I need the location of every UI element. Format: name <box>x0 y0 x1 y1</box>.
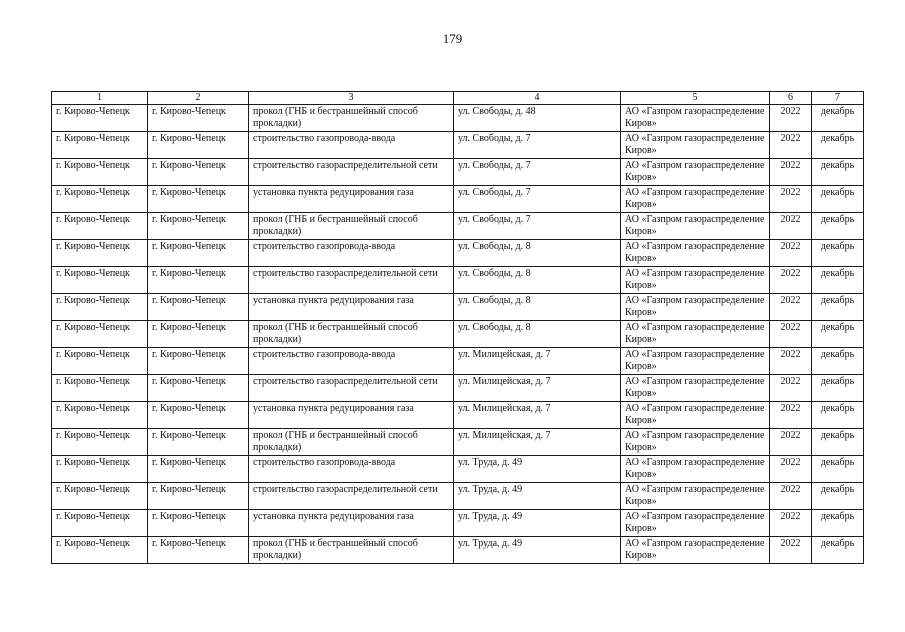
cell-month: декабрь <box>812 402 864 429</box>
cell-month: декабрь <box>812 213 864 240</box>
cell-settlement: г. Кирово-Чепецк <box>148 267 249 294</box>
cell-settlement: г. Кирово-Чепецк <box>148 402 249 429</box>
cell-settlement: г. Кирово-Чепецк <box>148 213 249 240</box>
cell-settlement: г. Кирово-Чепецк <box>148 483 249 510</box>
cell-year: 2022 <box>770 213 812 240</box>
cell-work-type: строительство газораспределительной сети <box>249 159 454 186</box>
cell-work-type: строительство газопровода-ввода <box>249 456 454 483</box>
cell-locality: г. Кирово-Чепецк <box>52 402 148 429</box>
cell-organization: АО «Газпром газораспределение Киров» <box>621 321 770 348</box>
cell-locality: г. Кирово-Чепецк <box>52 510 148 537</box>
cell-work-type: установка пункта редуцирования газа <box>249 510 454 537</box>
cell-month: декабрь <box>812 537 864 564</box>
cell-work-type: прокол (ГНБ и бестраншейный способ прокладки) <box>249 321 454 348</box>
cell-organization: АО «Газпром газораспределение Киров» <box>621 456 770 483</box>
cell-organization: АО «Газпром газораспределение Киров» <box>621 510 770 537</box>
cell-settlement: г. Кирово-Чепецк <box>148 159 249 186</box>
cell-work-type: прокол (ГНБ и бестраншейный способ прокладки) <box>249 537 454 564</box>
cell-work-type: установка пункта редуцирования газа <box>249 294 454 321</box>
header-row <box>52 92 864 105</box>
cell-address: ул. Милицейская, д. 7 <box>454 402 621 429</box>
cell-organization: АО «Газпром газораспределение Киров» <box>621 267 770 294</box>
cell-settlement: г. Кирово-Чепецк <box>148 105 249 132</box>
cell-settlement: г. Кирово-Чепецк <box>148 375 249 402</box>
cell-settlement: г. Кирово-Чепецк <box>148 321 249 348</box>
cell-address: ул. Свободы, д. 8 <box>454 294 621 321</box>
cell-month: декабрь <box>812 456 864 483</box>
cell-settlement: г. Кирово-Чепецк <box>148 510 249 537</box>
cell-locality: г. Кирово-Чепецк <box>52 348 148 375</box>
cell-locality: г. Кирово-Чепецк <box>52 537 148 564</box>
cell-settlement: г. Кирово-Чепецк <box>148 240 249 267</box>
table-row <box>52 132 864 159</box>
cell-year: 2022 <box>770 348 812 375</box>
cell-work-type: установка пункта редуцирования газа <box>249 186 454 213</box>
column-header-4: 4 <box>454 92 621 105</box>
table-row <box>52 105 864 132</box>
cell-year: 2022 <box>770 186 812 213</box>
table-row <box>52 159 864 186</box>
table-body <box>52 105 864 564</box>
cell-address: ул. Труда, д. 49 <box>454 483 621 510</box>
cell-organization: АО «Газпром газораспределение Киров» <box>621 483 770 510</box>
cell-address: ул. Милицейская, д. 7 <box>454 348 621 375</box>
cell-locality: г. Кирово-Чепецк <box>52 105 148 132</box>
cell-year: 2022 <box>770 510 812 537</box>
column-header-2: 2 <box>148 92 249 105</box>
page-number: 179 <box>442 31 463 46</box>
table-row <box>52 429 864 456</box>
cell-settlement: г. Кирово-Чепецк <box>148 132 249 159</box>
cell-organization: АО «Газпром газораспределение Киров» <box>621 402 770 429</box>
cell-organization: АО «Газпром газораспределение Киров» <box>621 294 770 321</box>
table-row <box>52 348 864 375</box>
cell-year: 2022 <box>770 159 812 186</box>
cell-locality: г. Кирово-Чепецк <box>52 186 148 213</box>
cell-work-type: строительство газораспределительной сети <box>249 267 454 294</box>
cell-month: декабрь <box>812 132 864 159</box>
cell-settlement: г. Кирово-Чепецк <box>148 429 249 456</box>
cell-address: ул. Милицейская, д. 7 <box>454 429 621 456</box>
cell-address: ул. Свободы, д. 8 <box>454 321 621 348</box>
cell-month: декабрь <box>812 267 864 294</box>
cell-organization: АО «Газпром газораспределение Киров» <box>621 429 770 456</box>
cell-locality: г. Кирово-Чепецк <box>52 132 148 159</box>
cell-locality: г. Кирово-Чепецк <box>52 159 148 186</box>
table-row <box>52 456 864 483</box>
cell-address: ул. Труда, д. 49 <box>454 537 621 564</box>
cell-month: декабрь <box>812 240 864 267</box>
cell-year: 2022 <box>770 132 812 159</box>
cell-work-type: строительство газопровода-ввода <box>249 348 454 375</box>
column-header-1: 1 <box>52 92 148 105</box>
cell-work-type: строительство газопровода-ввода <box>249 132 454 159</box>
cell-year: 2022 <box>770 375 812 402</box>
cell-year: 2022 <box>770 456 812 483</box>
cell-locality: г. Кирово-Чепецк <box>52 456 148 483</box>
cell-address: ул. Труда, д. 49 <box>454 456 621 483</box>
cell-address: ул. Свободы, д. 8 <box>454 267 621 294</box>
column-header-5: 5 <box>621 92 770 105</box>
cell-year: 2022 <box>770 483 812 510</box>
table-row <box>52 186 864 213</box>
data-table <box>51 91 864 564</box>
table-row <box>52 213 864 240</box>
cell-month: декабрь <box>812 186 864 213</box>
column-header-6: 6 <box>770 92 812 105</box>
cell-year: 2022 <box>770 321 812 348</box>
cell-address: ул. Свободы, д. 8 <box>454 240 621 267</box>
cell-settlement: г. Кирово-Чепецк <box>148 456 249 483</box>
cell-organization: АО «Газпром газораспределение Киров» <box>621 375 770 402</box>
cell-organization: АО «Газпром газораспределение Киров» <box>621 132 770 159</box>
table-row <box>52 402 864 429</box>
cell-locality: г. Кирово-Чепецк <box>52 483 148 510</box>
cell-year: 2022 <box>770 402 812 429</box>
cell-settlement: г. Кирово-Чепецк <box>148 186 249 213</box>
cell-organization: АО «Газпром газораспределение Киров» <box>621 186 770 213</box>
cell-address: ул. Милицейская, д. 7 <box>454 375 621 402</box>
table-row <box>52 294 864 321</box>
cell-locality: г. Кирово-Чепецк <box>52 321 148 348</box>
table-row <box>52 483 864 510</box>
cell-month: декабрь <box>812 483 864 510</box>
cell-work-type: строительство газораспределительной сети <box>249 483 454 510</box>
cell-month: декабрь <box>812 294 864 321</box>
cell-work-type: строительство газораспределительной сети <box>249 375 454 402</box>
cell-organization: АО «Газпром газораспределение Киров» <box>621 213 770 240</box>
cell-organization: АО «Газпром газораспределение Киров» <box>621 240 770 267</box>
cell-locality: г. Кирово-Чепецк <box>52 429 148 456</box>
cell-work-type: прокол (ГНБ и бестраншейный способ прокладки) <box>249 105 454 132</box>
cell-year: 2022 <box>770 267 812 294</box>
cell-organization: АО «Газпром газораспределение Киров» <box>621 537 770 564</box>
cell-month: декабрь <box>812 375 864 402</box>
cell-organization: АО «Газпром газораспределение Киров» <box>621 348 770 375</box>
cell-address: ул. Свободы, д. 48 <box>454 105 621 132</box>
table-row <box>52 240 864 267</box>
cell-month: декабрь <box>812 105 864 132</box>
table-row <box>52 537 864 564</box>
column-header-3: 3 <box>249 92 454 105</box>
cell-year: 2022 <box>770 537 812 564</box>
cell-settlement: г. Кирово-Чепецк <box>148 294 249 321</box>
cell-month: декабрь <box>812 159 864 186</box>
table-row <box>52 267 864 294</box>
cell-address: ул. Свободы, д. 7 <box>454 213 621 240</box>
cell-locality: г. Кирово-Чепецк <box>52 213 148 240</box>
cell-year: 2022 <box>770 105 812 132</box>
cell-locality: г. Кирово-Чепецк <box>52 375 148 402</box>
cell-locality: г. Кирово-Чепецк <box>52 294 148 321</box>
cell-work-type: установка пункта редуцирования газа <box>249 402 454 429</box>
cell-month: декабрь <box>812 510 864 537</box>
table-row <box>52 510 864 537</box>
cell-year: 2022 <box>770 429 812 456</box>
cell-organization: АО «Газпром газораспределение Киров» <box>621 105 770 132</box>
table-row <box>52 321 864 348</box>
cell-year: 2022 <box>770 294 812 321</box>
cell-month: декабрь <box>812 321 864 348</box>
cell-settlement: г. Кирово-Чепецк <box>148 537 249 564</box>
cell-organization: АО «Газпром газораспределение Киров» <box>621 159 770 186</box>
table-header <box>52 92 864 105</box>
cell-address: ул. Свободы, д. 7 <box>454 132 621 159</box>
cell-address: ул. Свободы, д. 7 <box>454 159 621 186</box>
cell-year: 2022 <box>770 240 812 267</box>
cell-work-type: строительство газопровода-ввода <box>249 240 454 267</box>
cell-locality: г. Кирово-Чепецк <box>52 267 148 294</box>
cell-locality: г. Кирово-Чепецк <box>52 240 148 267</box>
column-header-7: 7 <box>812 92 864 105</box>
cell-work-type: прокол (ГНБ и бестраншейный способ прокладки) <box>249 213 454 240</box>
cell-month: декабрь <box>812 348 864 375</box>
table-row <box>52 375 864 402</box>
cell-work-type: прокол (ГНБ и бестраншейный способ прокладки) <box>249 429 454 456</box>
cell-settlement: г. Кирово-Чепецк <box>148 348 249 375</box>
cell-address: ул. Свободы, д. 7 <box>454 186 621 213</box>
cell-month: декабрь <box>812 429 864 456</box>
cell-address: ул. Труда, д. 49 <box>454 510 621 537</box>
